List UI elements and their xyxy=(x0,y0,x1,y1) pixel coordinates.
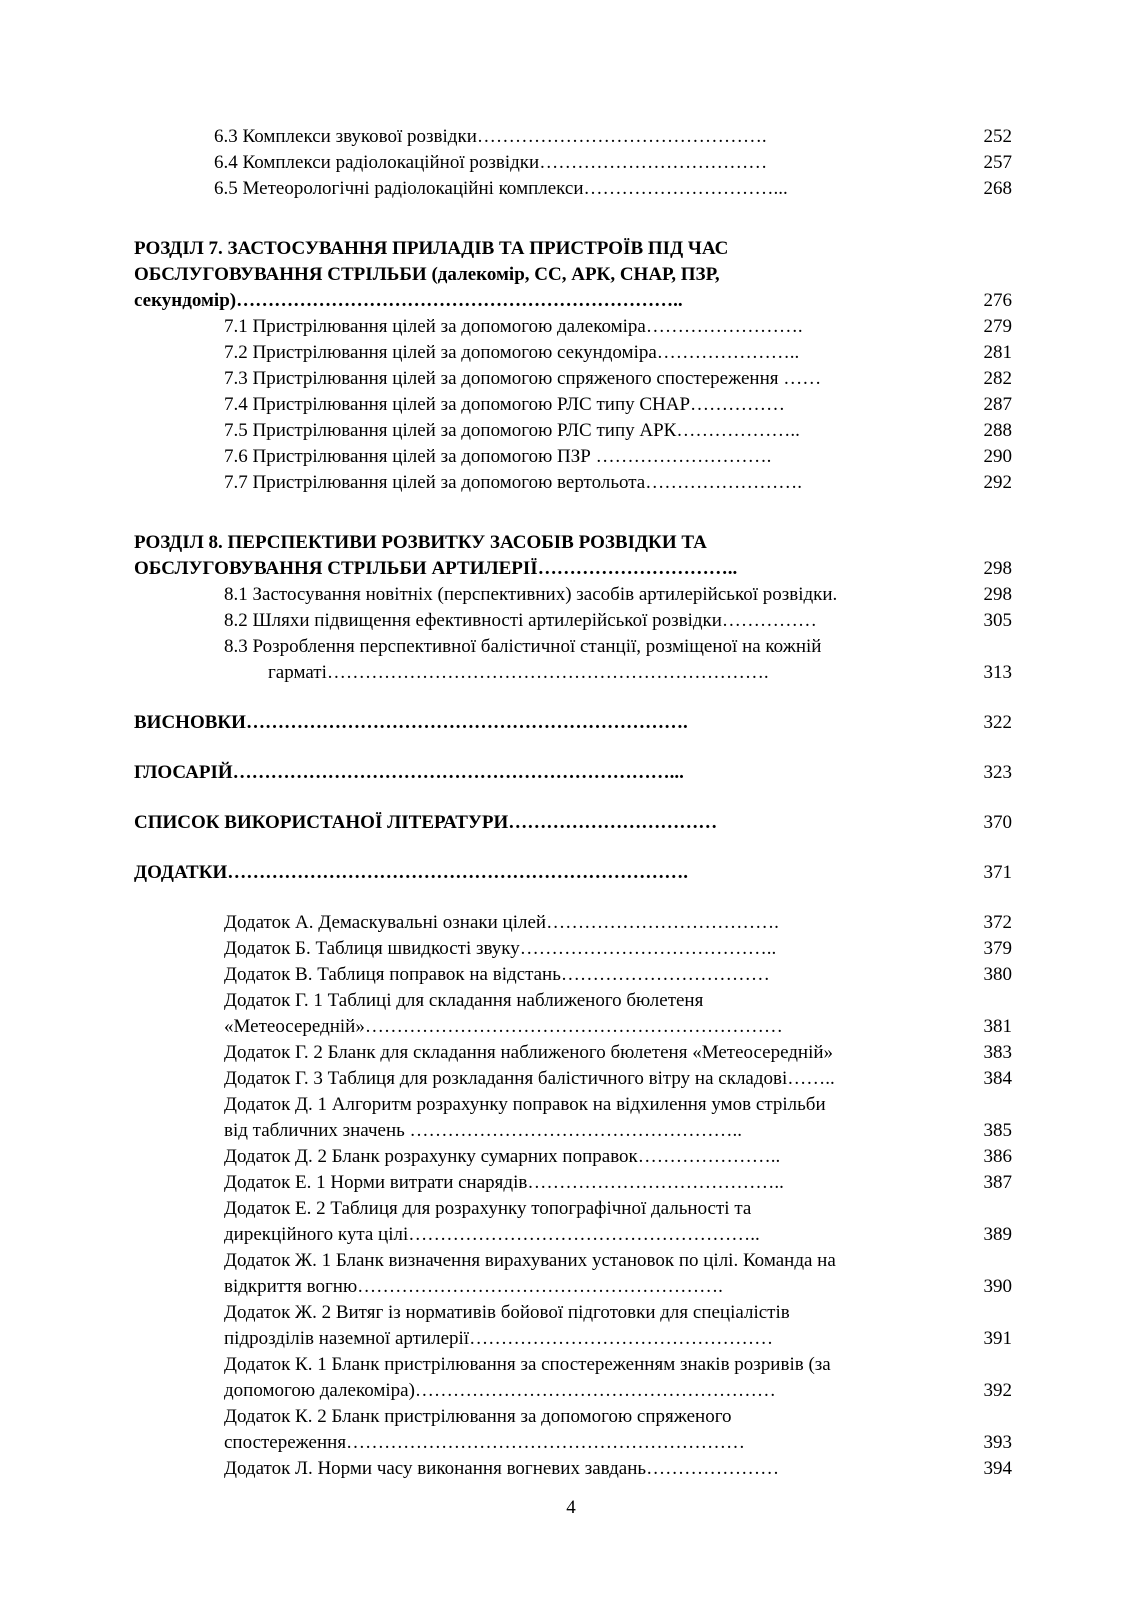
entry-text: відкриття вогню…………………………………………………. xyxy=(224,1276,723,1297)
toc-appendix-g2 xyxy=(0,1040,1142,1066)
toc-entry-7-5 xyxy=(0,418,1142,444)
toc-appendix-d1-line-1 xyxy=(0,1092,1142,1118)
toc-appendix-g3 xyxy=(0,1066,1142,1092)
toc-appendix-k1-line-2 xyxy=(0,1378,1142,1404)
entry-text: ОБСЛУГОВУВАННЯ СТРІЛЬБИ АРТИЛЕРІЇ………………………….. xyxy=(134,558,738,579)
entry-page: 379 xyxy=(983,938,1012,959)
entry-text: 6.3 Комплекси звукової розвідки………………………………………. xyxy=(214,126,767,147)
entry-page: 383 xyxy=(983,1042,1012,1063)
entry-page: 393 xyxy=(983,1432,1012,1453)
entry-text: ДОДАТКИ………………………………………………………………. xyxy=(134,862,689,883)
toc-entry-7-6 xyxy=(0,444,1142,470)
entry-page: 322 xyxy=(983,712,1012,733)
entry-text: Додаток Ж. 1 Бланк визначення вирахуваних установок по цілі. Команда на xyxy=(224,1250,836,1271)
entry-text: Додаток Е. 2 Таблиця для розрахунку топографічної дальності та xyxy=(224,1198,752,1219)
toc-entry-8-1 xyxy=(0,582,1142,608)
entry-page: 372 xyxy=(983,912,1012,933)
entry-text: 7.3 Пристрілювання цілей за допомогою спряженого спостереження …… xyxy=(224,368,822,389)
toc-conclusions xyxy=(0,710,1142,736)
entry-page: 282 xyxy=(983,368,1012,389)
entry-text: Додаток Ж. 2 Витяг із нормативів бойової підготовки для спеціалістів xyxy=(224,1302,790,1323)
entry-text: Додаток Г. 3 Таблиця для розкладання балістичного вітру на складові…….. xyxy=(224,1068,835,1089)
entry-page: 385 xyxy=(983,1120,1012,1141)
toc-entry-7-7 xyxy=(0,470,1142,496)
entry-text: спостереження……………………………………………………… xyxy=(224,1432,746,1453)
toc-appendix-g1-line-1 xyxy=(0,988,1142,1014)
entry-page: 313 xyxy=(983,662,1012,683)
toc-appendix-b xyxy=(0,936,1142,962)
entry-page: 386 xyxy=(983,1146,1012,1167)
entry-page: 394 xyxy=(983,1458,1012,1479)
toc-appendix-l xyxy=(0,1456,1142,1482)
toc-entry-6-5 xyxy=(0,176,1142,202)
toc-appendix-k2-line-1 xyxy=(0,1404,1142,1430)
toc-appendix-g1-line-2 xyxy=(0,1014,1142,1040)
entry-page: 279 xyxy=(983,316,1012,337)
toc-appendix-e2-line-2 xyxy=(0,1222,1142,1248)
entry-page: 392 xyxy=(983,1380,1012,1401)
entry-text: Додаток Е. 1 Норми витрати снарядів………………………………….. xyxy=(224,1172,784,1193)
entry-text: 7.5 Пристрілювання цілей за допомогою РЛС типу АРК……………….. xyxy=(224,420,800,441)
toc-glossary xyxy=(0,760,1142,786)
chapter-7-title-line-2 xyxy=(0,262,1142,288)
toc-appendix-zh1-line-2 xyxy=(0,1274,1142,1300)
entry-text: ВИСНОВКИ……………………………………………………………. xyxy=(134,712,688,733)
entry-page: 257 xyxy=(983,152,1012,173)
toc-entry-7-1 xyxy=(0,314,1142,340)
entry-page: 389 xyxy=(983,1224,1012,1245)
entry-text: РОЗДІЛ 8. ПЕРСПЕКТИВИ РОЗВИТКУ ЗАСОБІВ РОЗВІДКИ ТА xyxy=(134,532,707,553)
entry-page: 298 xyxy=(983,584,1012,605)
entry-text: «Метеосередній»………………………………………………………… xyxy=(224,1016,783,1037)
entry-text: РОЗДІЛ 7. ЗАСТОСУВАННЯ ПРИЛАДІВ ТА ПРИСТРОЇВ ПІД ЧАС xyxy=(134,238,729,259)
toc-appendix-e2-line-1 xyxy=(0,1196,1142,1222)
toc-appendix-k1-line-1 xyxy=(0,1352,1142,1378)
entry-page: 384 xyxy=(983,1068,1012,1089)
entry-text: Додаток Д. 1 Алгоритм розрахунку поправок на відхилення умов стрільби xyxy=(224,1094,826,1115)
entry-page: 381 xyxy=(983,1016,1012,1037)
entry-page: 288 xyxy=(983,420,1012,441)
toc-appendix-k2-line-2 xyxy=(0,1430,1142,1456)
entry-text: 7.6 Пристрілювання цілей за допомогою ПЗР ………………………. xyxy=(224,446,772,467)
toc-entry-7-4 xyxy=(0,392,1142,418)
toc-entry-6-4 xyxy=(0,150,1142,176)
entry-page: 305 xyxy=(983,610,1012,631)
entry-text: 8.3 Розроблення перспективної балістичної станції, розміщеної на кожній xyxy=(224,636,822,657)
entry-text: СПИСОК ВИКОРИСТАНОЇ ЛІТЕРАТУРИ…………………………… xyxy=(134,812,718,833)
entry-page: 252 xyxy=(983,126,1012,147)
entry-page: 391 xyxy=(983,1328,1012,1349)
toc-entry-8-3-line-2 xyxy=(0,660,1142,686)
toc-appendix-v xyxy=(0,962,1142,988)
entry-page: 276 xyxy=(983,290,1012,311)
entry-text: ОБСЛУГОВУВАННЯ СТРІЛЬБИ (далекомір, СС, АРК, СНАР, ПЗР, xyxy=(134,264,720,285)
entry-text: ГЛОСАРІЙ……………………………………………………………... xyxy=(134,762,684,783)
toc-appendix-d1-line-2 xyxy=(0,1118,1142,1144)
toc-references xyxy=(0,810,1142,836)
table-of-contents xyxy=(0,124,1142,1482)
toc-appendix-e1 xyxy=(0,1170,1142,1196)
entry-text: від табличних значень …………………………………………….. xyxy=(224,1120,743,1141)
entry-text: 6.4 Комплекси радіолокаційної розвідки……………………………… xyxy=(214,152,768,173)
entry-page: 380 xyxy=(983,964,1012,985)
toc-appendix-d2 xyxy=(0,1144,1142,1170)
entry-text: гарматі……………………………………………………………. xyxy=(268,662,769,683)
chapter-8-title-line-2 xyxy=(0,556,1142,582)
entry-page: 268 xyxy=(983,178,1012,199)
chapter-8-title-line-1 xyxy=(0,530,1142,556)
entry-page: 287 xyxy=(983,394,1012,415)
entry-text: Додаток К. 1 Бланк пристрілювання за спостереженням знаків розривів (за xyxy=(224,1354,831,1375)
entry-text: дирекційного кута цілі……………………………………………….. xyxy=(224,1224,760,1245)
chapter-7-title-line-1 xyxy=(0,236,1142,262)
entry-page: 390 xyxy=(983,1276,1012,1297)
entry-page: 371 xyxy=(983,862,1012,883)
chapter-7-title-line-3 xyxy=(0,288,1142,314)
entry-text: підрозділів наземної артилерії………………………………………… xyxy=(224,1328,774,1349)
entry-text: Додаток Г. 2 Бланк для складання наближеного бюлетеня «Метеосередній» xyxy=(224,1042,834,1063)
toc-entry-7-3 xyxy=(0,366,1142,392)
entry-text: 7.4 Пристрілювання цілей за допомогою РЛС типу СНАР…………… xyxy=(224,394,786,415)
toc-entry-8-3-line-1 xyxy=(0,634,1142,660)
toc-appendix-zh2-line-2 xyxy=(0,1326,1142,1352)
toc-entry-6-3 xyxy=(0,124,1142,150)
entry-text: допомогою далекоміра)………………………………………………… xyxy=(224,1380,776,1401)
entry-page: 370 xyxy=(983,812,1012,833)
entry-text: 8.2 Шляхи підвищення ефективності артилерійської розвідки…………… xyxy=(224,610,817,631)
page-number: 4 xyxy=(566,1497,576,1518)
entry-text: секундомір)…………………………………………………………….. xyxy=(134,290,683,311)
toc-appendix-zh1-line-1 xyxy=(0,1248,1142,1274)
entry-text: 7.2 Пристрілювання цілей за допомогою секундоміра………………….. xyxy=(224,342,800,363)
entry-text: Додаток К. 2 Бланк пристрілювання за допомогою спряженого xyxy=(224,1406,732,1427)
entry-text: 8.1 Застосування новітніх (перспективних) засобів артилерійської розвідки. xyxy=(224,584,838,605)
entry-page: 387 xyxy=(983,1172,1012,1193)
entry-text: 6.5 Метеорологічні радіолокаційні комплекси…………………………... xyxy=(214,178,788,199)
entry-text: 7.7 Пристрілювання цілей за допомогою вертольота……………………. xyxy=(224,472,802,493)
entry-text: Додаток В. Таблиця поправок на відстань…………………………… xyxy=(224,964,770,985)
entry-text: Додаток Д. 2 Бланк розрахунку сумарних поправок………………….. xyxy=(224,1146,781,1167)
toc-entry-7-2 xyxy=(0,340,1142,366)
entry-page: 323 xyxy=(983,762,1012,783)
entry-page: 290 xyxy=(983,446,1012,467)
entry-text: 7.1 Пристрілювання цілей за допомогою далекоміра……………………. xyxy=(224,316,803,337)
entry-page: 298 xyxy=(983,558,1012,579)
toc-entry-8-2 xyxy=(0,608,1142,634)
entry-text: Додаток Г. 1 Таблиці для складання наближеного бюлетеня xyxy=(224,990,704,1011)
toc-appendices xyxy=(0,860,1142,886)
entry-text: Додаток Л. Норми часу виконання вогневих завдань………………… xyxy=(224,1458,780,1479)
toc-appendix-a xyxy=(0,910,1142,936)
entry-text: Додаток Б. Таблиця швидкості звуку………………………………….. xyxy=(224,938,777,959)
entry-text: Додаток А. Демаскувальні ознаки цілей………………………………. xyxy=(224,912,779,933)
entry-page: 281 xyxy=(983,342,1012,363)
toc-appendix-zh2-line-1 xyxy=(0,1300,1142,1326)
entry-page: 292 xyxy=(983,472,1012,493)
